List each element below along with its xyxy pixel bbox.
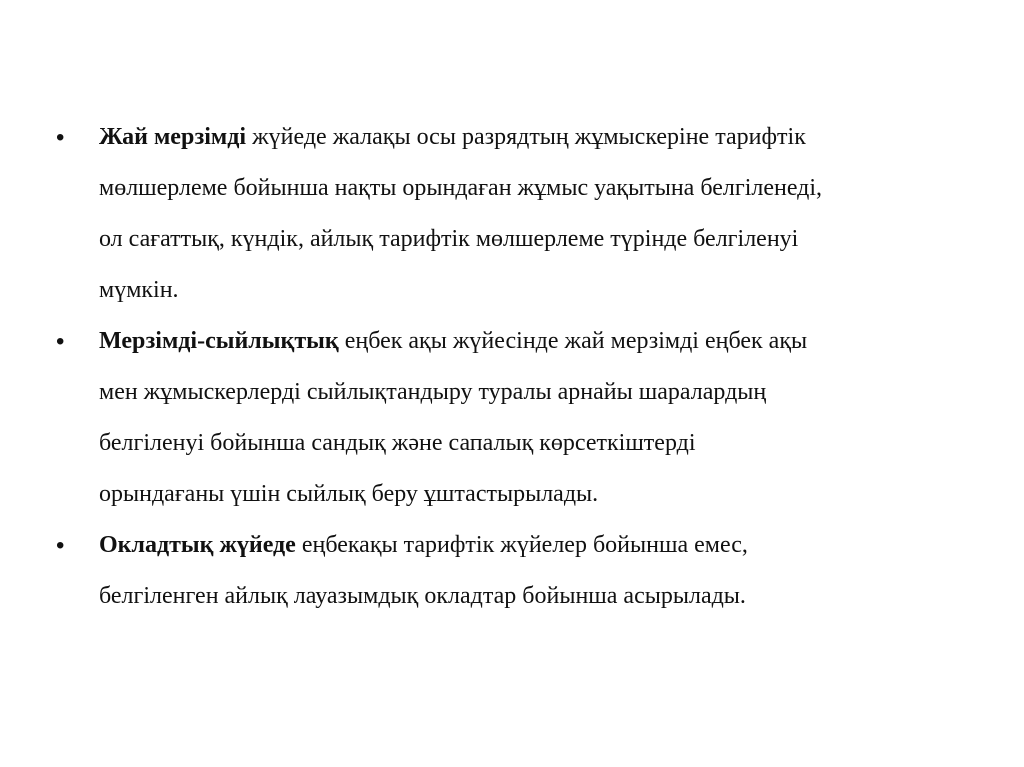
bullet-item-time-bonus [56,316,976,520]
bullet-icon: • [56,124,65,151]
bullet-text [99,112,976,316]
bullet-item-simple-time [56,112,976,316]
text-line: мөлшерлеме бойынша нақты орындаған жұмыс уақытына белгіленеді, [99,175,823,201]
bullet-icon: • [56,532,65,559]
text-line: ол сағаттық, күндік, айлық тарифтік мөлшерлеме түрінде белгіленуі [99,226,799,252]
text-line: орындағаны үшін сыйлық беру ұштастырылады. [99,481,599,507]
text-line: белгіленуі бойынша сандық және сапалық көрсеткіштерді [99,430,696,456]
text-fragment: жүйеде жалақы осы разрядтың жұмыскеріне тарифтік [246,124,806,150]
text-line: мен жұмыскерлерді сыйлықтандыру туралы арнайы шаралардың [99,379,767,405]
text-line [99,520,976,571]
bullet-text [99,316,976,520]
bold-term: Мерзімді-сыйлықтық [99,328,339,354]
bullet-text [99,520,976,622]
text-fragment: еңбекақы тарифтік жүйелер бойынша емес, [295,532,748,558]
bold-term: Жай мерзімді [99,124,247,150]
text-line [99,316,976,367]
text-line [99,112,976,163]
bullet-item-salary-system [56,520,976,622]
text-line: мүмкін. [99,277,179,303]
bullet-icon: • [56,328,65,355]
text-fragment: еңбек ақы жүйесінде жай мерзімді еңбек ақы [338,328,808,354]
bullet-list [56,112,976,622]
bold-term: Окладтық жүйеде [99,532,296,558]
text-line: белгіленген айлық лауазымдық окладтар бойынша асырылады. [99,583,746,609]
